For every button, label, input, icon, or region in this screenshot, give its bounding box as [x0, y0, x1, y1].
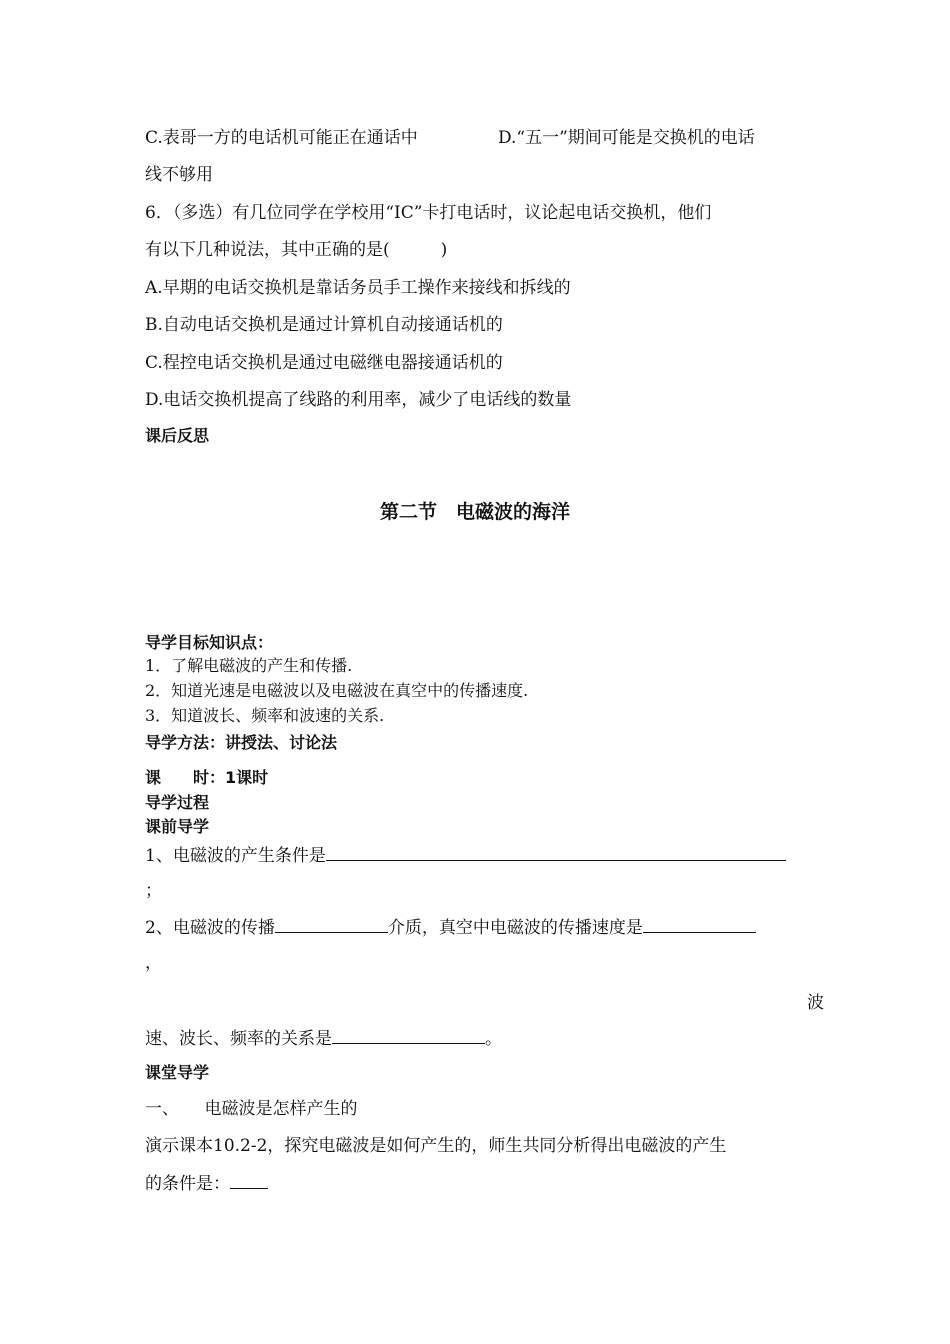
q6-option-c: C.程控电话交换机是通过电磁继电器接通话机的 — [145, 353, 503, 373]
q1-blank[interactable] — [326, 842, 786, 861]
demo-text: 的条件是： — [145, 1174, 230, 1194]
in-class-heading: 课堂导学 — [145, 1063, 210, 1082]
q5-option-c: C.表哥一方的电话机可能正在通话中 — [145, 128, 418, 148]
method-line: 导学方法：讲授法、讨论法 — [145, 733, 338, 752]
q5-option-d-continued: 线不够用 — [145, 165, 213, 185]
q3-end: 。 — [485, 1029, 502, 1049]
q3-text: 速、波长、频率的关系是 — [145, 1029, 332, 1049]
q6-option-d: D.电话交换机提高了线路的利用率，减少了电话线的数量 — [145, 390, 572, 410]
goal-item-2: 2．知道光速是电磁波以及电磁波在真空中的传播速度. — [145, 681, 529, 700]
pre-class-heading: 课前导学 — [145, 817, 210, 836]
q2-end: ， — [145, 953, 162, 973]
demo-blank[interactable] — [230, 1170, 268, 1189]
q6-option-a: A.早期的电话交换机是靠话务员手工操作来接线和拆线的 — [145, 278, 571, 298]
demo-line-2 — [145, 1170, 268, 1196]
hours-line: 课 时：1课时 — [145, 768, 269, 787]
q2-blank-1[interactable] — [275, 914, 388, 933]
q1-text: 1、电磁波的产生条件是 — [145, 846, 326, 866]
q6-stem-line1: 6．（多选）有几位同学在学校用“IC”卡打电话时，议论起电话交换机，他们 — [145, 203, 712, 223]
q6-option-b: B.自动电话交换机是通过计算机自动接通话机的 — [145, 315, 503, 335]
q1-end: ； — [145, 881, 162, 901]
pre-class-question-3 — [145, 1025, 502, 1051]
q2-text-a: 2、电磁波的传播 — [145, 918, 275, 938]
q2-text-b: 介质，真空中电磁波的传播速度是 — [387, 918, 643, 938]
section-title: 第二节 电磁波的海洋 — [379, 501, 570, 523]
process-heading: 导学过程 — [145, 793, 210, 812]
q3-blank[interactable] — [332, 1025, 485, 1044]
in-class-section-1: 一、 电磁波是怎样产生的 — [145, 1099, 358, 1119]
pre-class-question-2 — [145, 914, 756, 940]
q2-blank-2[interactable] — [643, 914, 756, 933]
q6-stem-line2: 有以下几种说法，其中正确的是( ) — [145, 240, 448, 260]
goals-heading: 导学目标知识点： — [145, 633, 274, 652]
pre-class-question-1 — [145, 842, 786, 868]
q3-prefix: 波 — [807, 993, 824, 1013]
goal-item-1: 1．了解电磁波的产生和传播. — [145, 656, 353, 675]
goal-item-3: 3．知道波长、频率和波速的关系. — [145, 706, 385, 725]
q5-option-d: D.“五一”期间可能是交换机的电话 — [498, 128, 755, 148]
demo-line-1: 演示课本10.2-2，探究电磁波是如何产生的，师生共同分析得出电磁波的产生 — [145, 1136, 727, 1156]
reflection-heading: 课后反思 — [145, 426, 210, 445]
